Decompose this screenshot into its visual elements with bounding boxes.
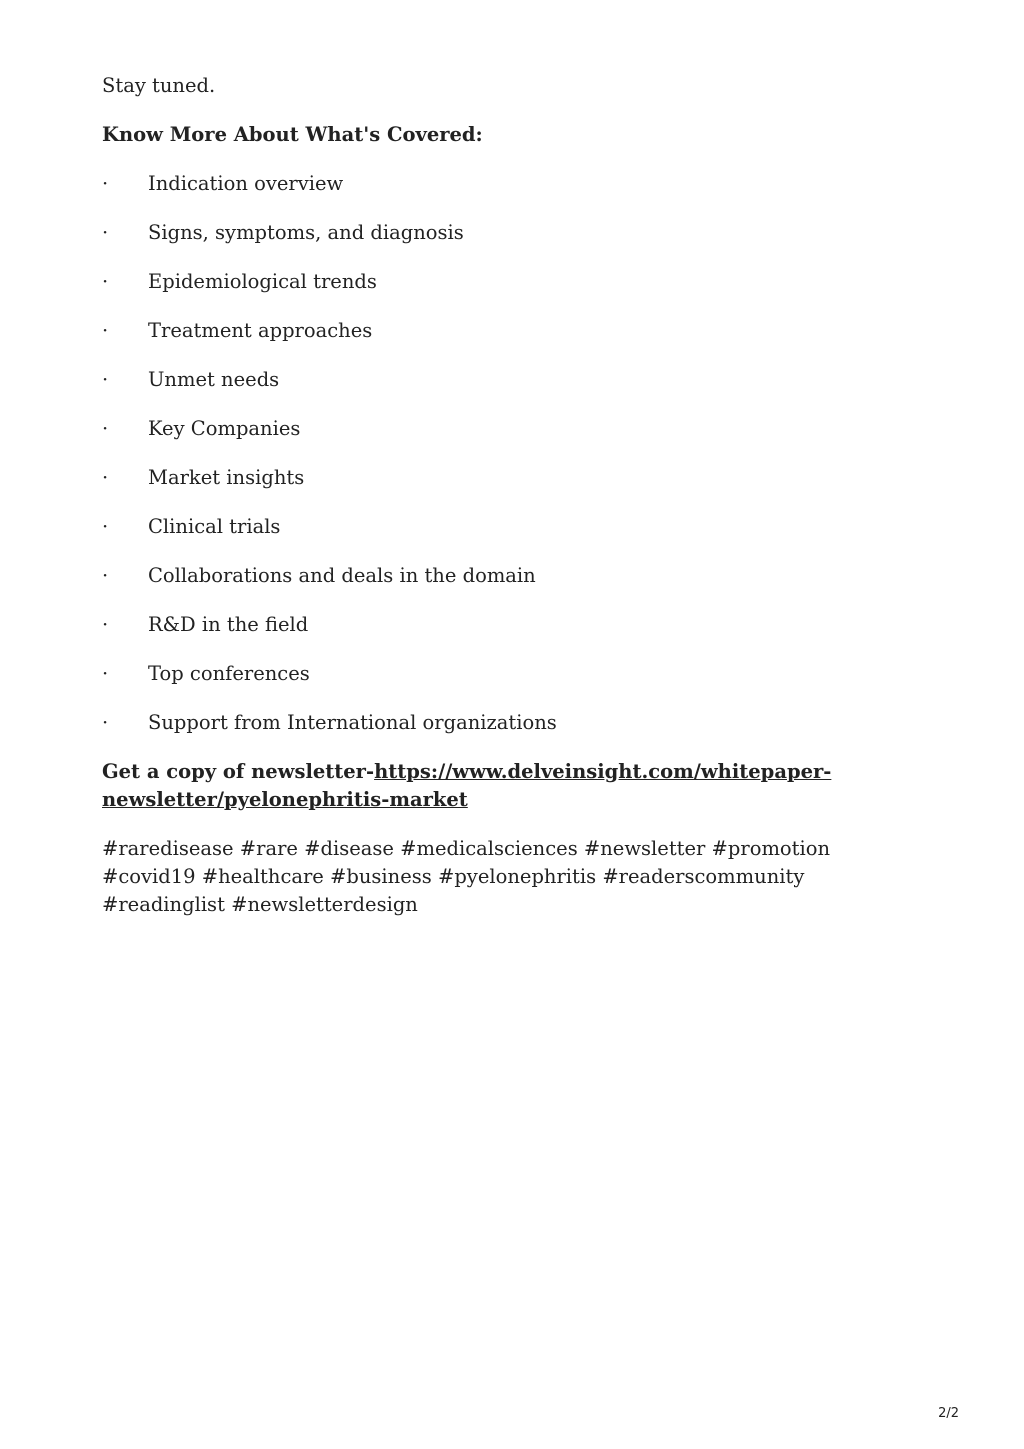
list-item-label: Collaborations and deals in the domain: [148, 564, 536, 587]
list-item: [102, 366, 862, 394]
bullet-icon: ·: [102, 613, 109, 636]
list-item: [102, 170, 862, 198]
list-item: [102, 513, 862, 541]
bullet-icon: ·: [102, 172, 109, 195]
list-item-label: Epidemiological trends: [148, 270, 377, 293]
intro-text: Stay tuned.: [102, 74, 216, 97]
bullet-icon: ·: [102, 319, 109, 342]
list-item: [102, 415, 862, 443]
newsletter-cta: [102, 758, 862, 814]
bullet-icon: ·: [102, 662, 109, 685]
bullet-icon: ·: [102, 417, 109, 440]
list-item: [102, 317, 862, 345]
cta-prefix: Get a copy of newsletter-: [102, 760, 375, 783]
page-number: 2/2: [938, 1406, 959, 1421]
covered-topics-list: [102, 170, 862, 737]
list-item-label: Clinical trials: [148, 515, 281, 538]
bullet-icon: ·: [102, 564, 109, 587]
list-item: [102, 611, 862, 639]
list-item: [102, 219, 862, 247]
list-item-label: Key Companies: [148, 417, 301, 440]
bullet-icon: ·: [102, 466, 109, 489]
list-item: [102, 660, 862, 688]
bullet-icon: ·: [102, 515, 109, 538]
bullet-icon: ·: [102, 270, 109, 293]
bullet-icon: ·: [102, 711, 109, 734]
list-item-label: Unmet needs: [148, 368, 280, 391]
list-item-label: Market insights: [148, 466, 305, 489]
hashtags-text: #raredisease #rare #disease #medicalsciences #newsletter #promotion #covid19 #healthcare #business #pyelonephritis #readerscommunity #readinglist #newsletterdesign: [102, 837, 831, 916]
section-heading: Know More About What's Covered:: [102, 123, 483, 146]
document-page: [102, 72, 862, 919]
list-item-label: Treatment approaches: [148, 319, 373, 342]
list-item-label: Support from International organizations: [148, 711, 557, 734]
list-item: [102, 268, 862, 296]
list-item-label: Indication overview: [148, 172, 344, 195]
newsletter-link[interactable]: https://www.delveinsight.com/whitepaper-newsletter/pyelonephritis-market: [102, 760, 832, 811]
list-item: [102, 562, 862, 590]
list-item-label: R&D in the field: [148, 613, 309, 636]
list-item-label: Top conferences: [148, 662, 310, 685]
list-item: [102, 464, 862, 492]
list-item-label: Signs, symptoms, and diagnosis: [148, 221, 464, 244]
bullet-icon: ·: [102, 221, 109, 244]
bullet-icon: ·: [102, 368, 109, 391]
list-item: [102, 709, 862, 737]
